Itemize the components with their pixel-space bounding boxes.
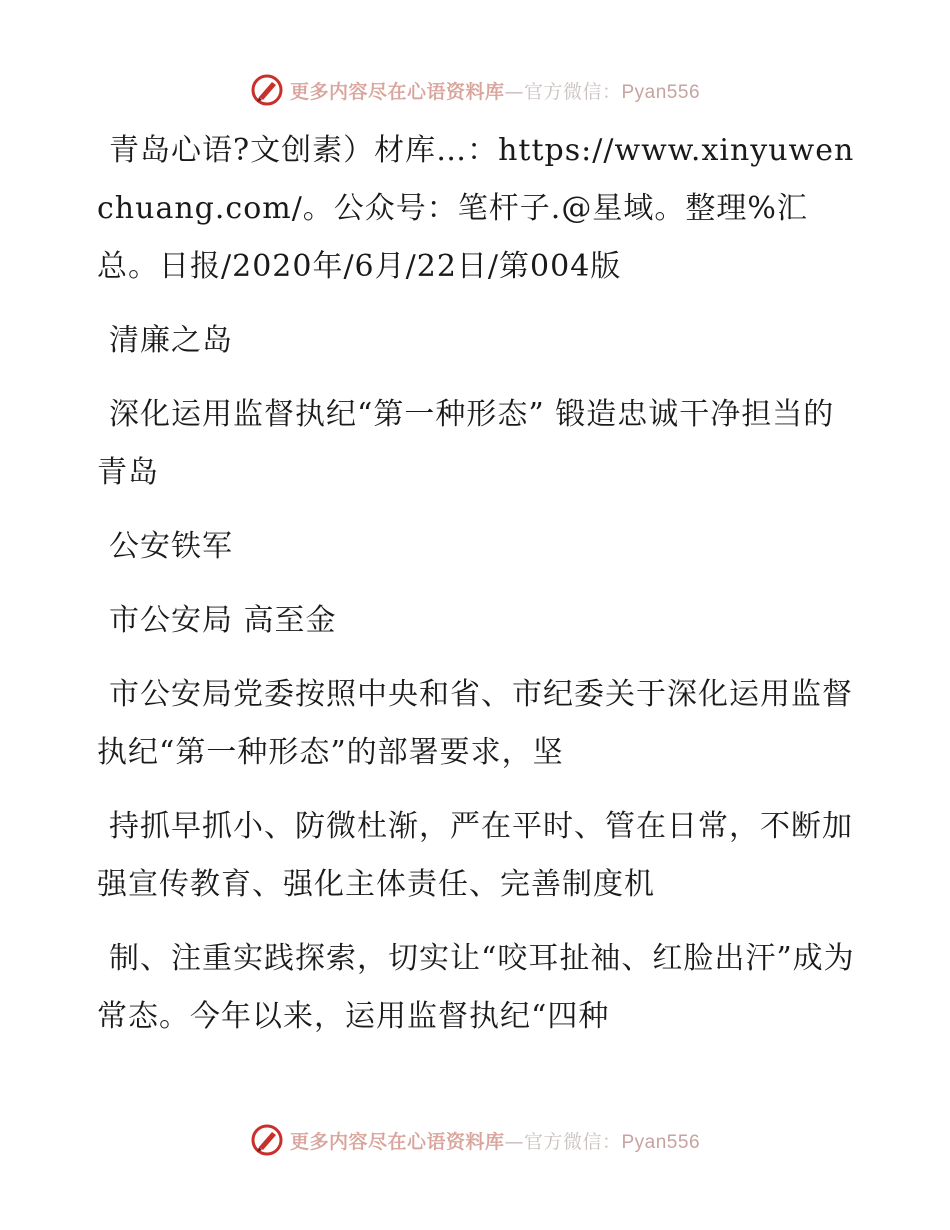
pen-logo-icon	[250, 73, 284, 107]
body-paragraph: 制、注重实践探索，切实让“咬耳扯袖、红脸出汗”成为常态。今年以来，运用监督执纪“四种	[97, 941, 855, 1034]
body-paragraph: 市公安局党委按照中央和省、市纪委关于深化运用监督执纪“第一种形态”的部署要求，坚	[97, 677, 853, 770]
watermark-text: 更多内容尽在心语资料库—官方微信：Pyan556	[289, 1130, 701, 1153]
body-paragraph: 持抓早抓小、防微杜渐，严在平时、管在日常，不断加强宣传教育、强化主体责任、完善制度机	[97, 809, 853, 902]
article-headline-continued: 公安铁军	[109, 529, 233, 564]
article-author: 市公安局 高至金	[109, 603, 337, 638]
pen-logo-icon	[250, 1123, 284, 1157]
source-paragraph: 青岛心语?文创素）材库…：https://www.xinyuwenchuang.com/。公众号：笔杆子.@星域。整理%汇总。日报/2020年/6月/22日/第004版	[97, 133, 855, 284]
watermark-text: 更多内容尽在心语资料库—官方微信：Pyan556	[289, 80, 701, 103]
document-body	[97, 122, 857, 1062]
header-watermark-banner	[0, 70, 950, 110]
column-title: 清廉之岛	[109, 323, 233, 358]
footer-watermark-banner	[0, 1120, 950, 1160]
article-headline: 深化运用监督执纪“第一种形态” 锻造忠诚干净担当的青岛	[97, 397, 835, 490]
